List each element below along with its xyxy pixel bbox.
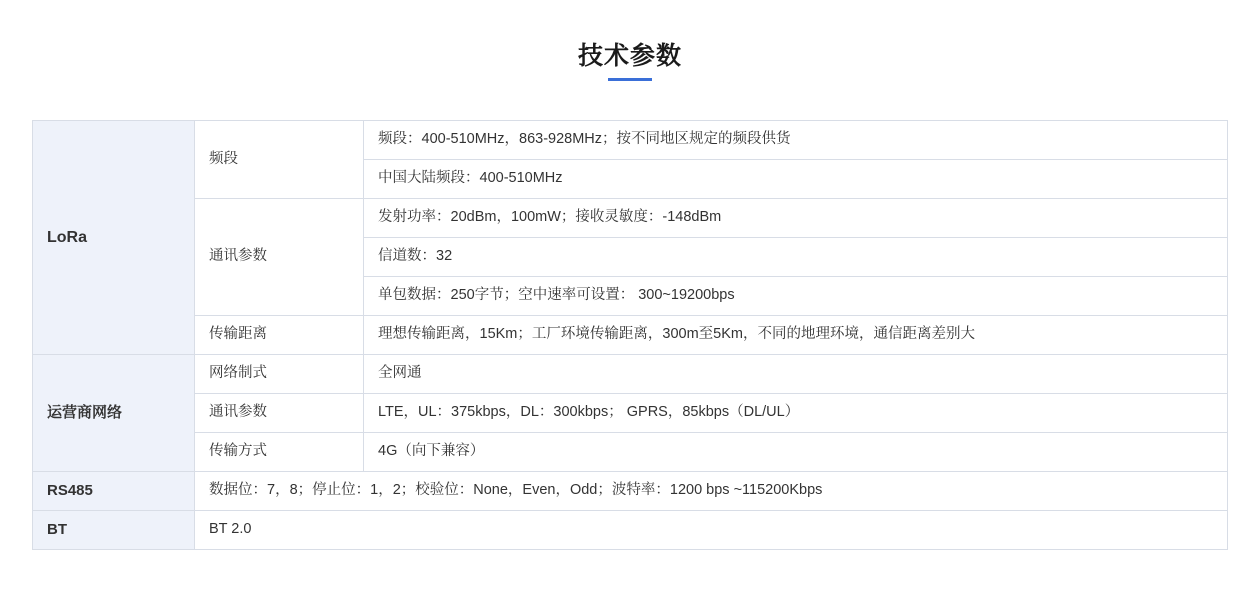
category-cell-rs485: RS485 — [33, 472, 195, 511]
value-cell: 数据位：7，8；停止位：1，2；校验位：None，Even，Odd；波特率：1200 bps ~115200Kbps — [195, 472, 1228, 511]
category-cell-bt: BT — [33, 511, 195, 550]
sub-label-cell: 通讯参数 — [195, 394, 364, 433]
spec-table-container — [32, 120, 1228, 550]
sub-label-cell: 传输方式 — [195, 433, 364, 472]
value-cell: 发射功率：20dBm，100mW；接收灵敏度：-148dBm — [364, 199, 1228, 238]
sub-label-cell: 网络制式 — [195, 355, 364, 394]
table-row — [33, 121, 1227, 160]
page-title: 技术参数 — [578, 36, 682, 81]
spec-table — [33, 121, 1227, 550]
table-row — [33, 355, 1227, 394]
table-row — [33, 472, 1227, 511]
value-cell: BT 2.0 — [195, 511, 1228, 550]
category-cell-lora: LoRa — [33, 121, 195, 355]
value-cell: 单包数据：250字节；空中速率可设置： 300~19200bps — [364, 277, 1228, 316]
value-cell: 频段：400-510MHz，863-928MHz；按不同地区规定的频段供货 — [364, 121, 1228, 160]
sub-label-cell: 通讯参数 — [195, 199, 364, 316]
sub-label-cell: 频段 — [195, 121, 364, 199]
value-cell: 理想传输距离，15Km；工厂环境传输距离，300m至5Km，不同的地理环境，通信距离差别大 — [364, 316, 1228, 355]
value-cell: LTE，UL：375kbps，DL：300kbps； GPRS，85kbps（DL/UL） — [364, 394, 1228, 433]
category-cell-carrier-network: 运营商网络 — [33, 355, 195, 472]
value-cell: 4G（向下兼容） — [364, 433, 1228, 472]
table-row — [33, 199, 1227, 238]
value-cell: 信道数：32 — [364, 238, 1228, 277]
page-title-container — [0, 0, 1260, 81]
table-row — [33, 394, 1227, 433]
table-row — [33, 511, 1227, 550]
sub-label-cell: 传输距离 — [195, 316, 364, 355]
value-cell: 全网通 — [364, 355, 1228, 394]
table-row — [33, 316, 1227, 355]
table-row — [33, 433, 1227, 472]
value-cell: 中国大陆频段：400-510MHz — [364, 160, 1228, 199]
